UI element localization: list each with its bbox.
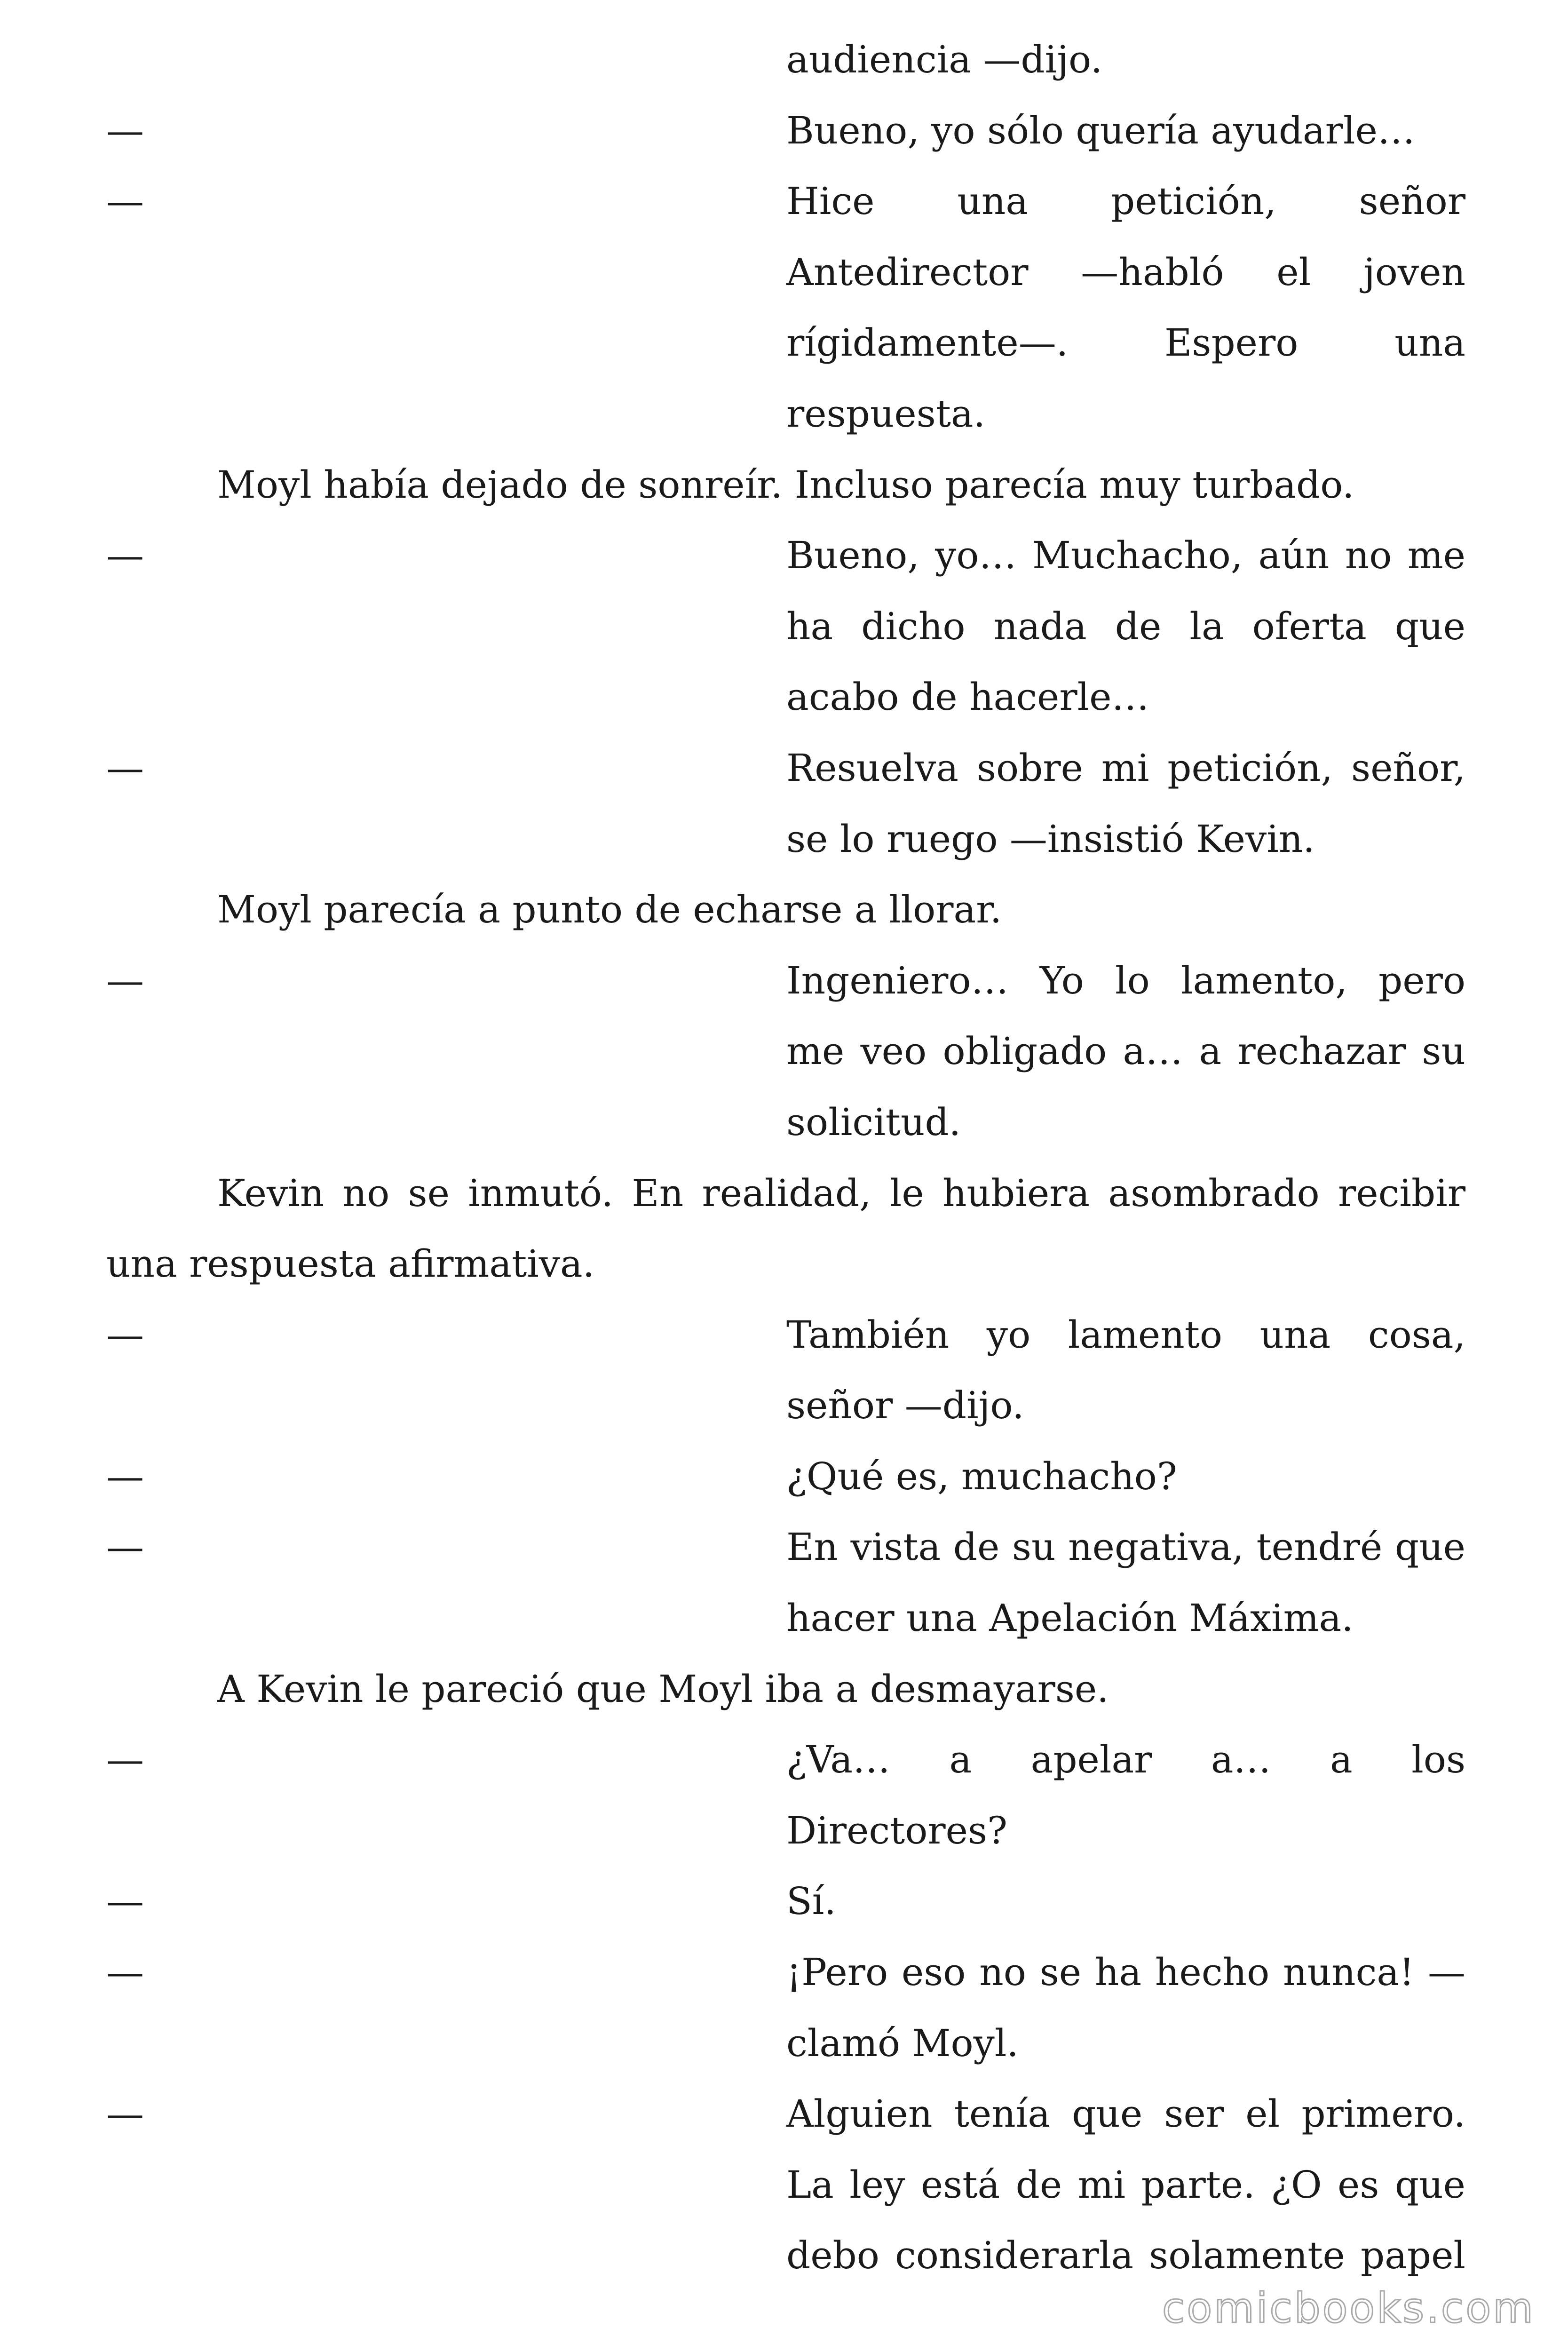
dialogue-text: audiencia —dijo. xyxy=(786,38,1103,81)
text-line xyxy=(106,591,1465,662)
dialogue-text: ¿Qué es, muchacho? xyxy=(786,1454,1177,1498)
text-line xyxy=(106,1158,1465,1229)
text-line xyxy=(106,1512,1465,1583)
text-line xyxy=(106,1229,1465,1300)
dialogue-dash: — xyxy=(106,1738,144,1782)
text-line xyxy=(106,1796,1465,1867)
text-line xyxy=(106,946,1465,1017)
narration-paragraph: Moyl parecía a punto de echarse a llorar. xyxy=(217,888,1002,932)
dialogue-text: respuesta. xyxy=(786,391,986,436)
text-line xyxy=(106,874,1465,946)
text-line xyxy=(106,308,1465,379)
dialogue-text: Antedirector —habló el joven xyxy=(786,250,1465,294)
dialogue-dash: — xyxy=(106,179,144,223)
dialogue-dash: — xyxy=(106,958,144,1002)
dialogue-text: hacer una Apelación Máxima. xyxy=(786,1596,1354,1640)
text-line xyxy=(106,733,1465,804)
text-line xyxy=(106,450,1465,521)
dialogue-text: Directores? xyxy=(786,1808,1007,1852)
dialogue-text: señor —dijo. xyxy=(786,1383,1024,1428)
dialogue-text: En vista de su negativa, tendré que xyxy=(786,1525,1465,1569)
text-line xyxy=(106,237,1465,308)
text-line xyxy=(106,1087,1465,1158)
text-line xyxy=(106,1654,1465,1725)
dialogue-text: debo considerarla solamente papel xyxy=(786,2233,1465,2278)
dialogue-text: se lo ruego —insistió Kevin. xyxy=(786,817,1315,861)
watermark: comicbooks.com xyxy=(1162,2284,1535,2332)
dialogue-text: Alguien tenía que ser el primero. xyxy=(786,2092,1465,2136)
dialogue-text: clamó Moyl. xyxy=(786,2021,1019,2065)
dialogue-dash: — xyxy=(106,1312,144,1357)
text-line xyxy=(106,2150,1465,2221)
text-line xyxy=(106,166,1465,237)
dialogue-dash: — xyxy=(106,746,144,790)
dialogue-text: Ingeniero… Yo lo lamento, pero xyxy=(786,958,1465,1002)
text-line xyxy=(106,1441,1465,1512)
dialogue-text: ¿Va… a apelar a… a los xyxy=(786,1738,1465,1782)
text-line xyxy=(106,1583,1465,1654)
text-line xyxy=(106,1724,1465,1796)
dialogue-text: Sí. xyxy=(786,1879,836,1923)
dialogue-text: Hice una petición, señor xyxy=(786,179,1465,223)
dialogue-text: ¡Pero eso no se ha hecho nunca! — xyxy=(786,1950,1465,1994)
text-line xyxy=(106,1016,1465,1087)
narration-paragraph: Kevin no se inmutó. En realidad, le hubiera asombrado recibir xyxy=(217,1171,1465,1215)
text-line xyxy=(106,379,1465,450)
dialogue-text: La ley está de mi parte. ¿O es que xyxy=(786,2162,1465,2207)
dialogue-text: Bueno, yo sólo quería ayudarle… xyxy=(786,108,1415,152)
dialogue-text: me veo obligado a… a rechazar su xyxy=(786,1029,1465,1073)
text-line xyxy=(106,520,1465,591)
dialogue-text: rígidamente—. Espero una xyxy=(786,321,1465,365)
text-line xyxy=(106,804,1465,875)
text-line xyxy=(106,1937,1465,2008)
dialogue-dash: — xyxy=(106,1950,144,1994)
dialogue-dash: — xyxy=(106,1454,144,1498)
dialogue-text: acabo de hacerle… xyxy=(786,675,1149,719)
text-line xyxy=(106,1300,1465,1371)
text-line xyxy=(106,95,1465,167)
dialogue-dash: — xyxy=(106,1879,144,1923)
dialogue-text: ha dicho nada de la oferta que xyxy=(786,604,1465,648)
narration-paragraph: A Kevin le pareció que Moyl iba a desmayarse. xyxy=(217,1667,1109,1711)
text-line xyxy=(106,2008,1465,2079)
dialogue-text: También yo lamento una cosa, xyxy=(786,1312,1465,1357)
dialogue-dash: — xyxy=(106,533,144,578)
text-line xyxy=(106,24,1465,95)
dialogue-dash: — xyxy=(106,108,144,152)
narration-paragraph: Moyl había dejado de sonreír. Incluso parecía muy turbado. xyxy=(217,462,1354,507)
narration-continuation: una respuesta afirmativa. xyxy=(106,1242,595,1286)
text-line xyxy=(106,1866,1465,1937)
dialogue-text: Resuelva sobre mi petición, señor, xyxy=(786,746,1465,790)
text-line xyxy=(106,2079,1465,2150)
text-line xyxy=(106,2220,1465,2291)
text-line xyxy=(106,1370,1465,1441)
dialogue-dash: — xyxy=(106,1525,144,1569)
dialogue-dash: — xyxy=(106,2092,144,2136)
dialogue-text: Bueno, yo… Muchacho, aún no me xyxy=(786,533,1465,578)
book-page-text xyxy=(106,24,1465,2291)
text-line xyxy=(106,662,1465,733)
dialogue-text: solicitud. xyxy=(786,1100,961,1144)
